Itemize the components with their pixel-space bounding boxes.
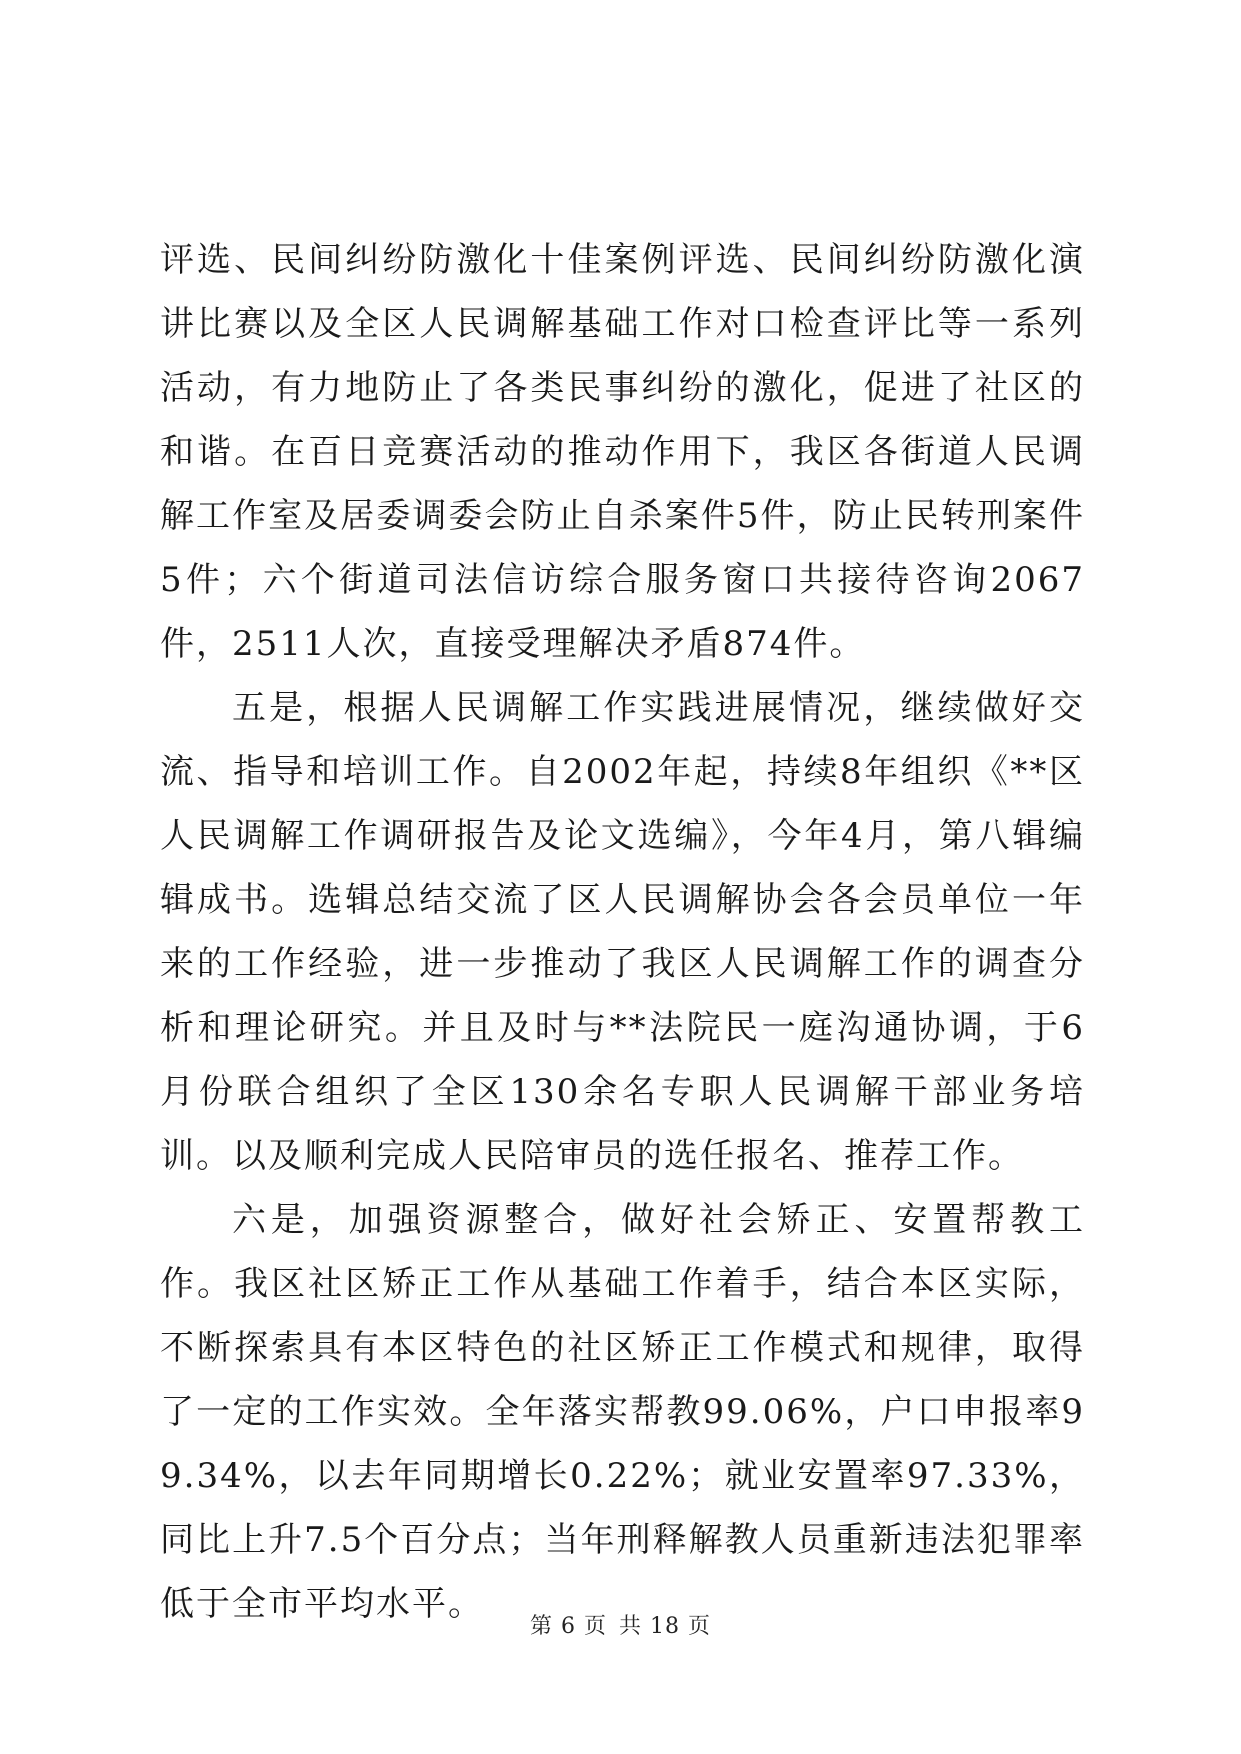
paragraph-item-five: 五是，根据人民调解工作实践进展情况，继续做好交流、指导和培训工作。自2002年起，持续8年组织《**区人民调解工作调研报告及论文选编》，今年4月，第八辑编辑成书。选辑总结交流了区人民调解协会各会员单位一年来的工作经验，进一步推动了我区人民调解工作的调查分析和理论研究。并且及时与**法院民一庭沟通协调，于6月份联合组织了全区130余名专职人民调解干部业务培训。以及顺利完成人民陪审员的选任报名、推荐工作。 <box>160 688 1085 1176</box>
paragraph-continuation: 评选、民间纠纷防激化十佳案例评选、民间纠纷防激化演讲比赛以及全区人民调解基础工作对口检查评比等一系列活动，有力地防止了各类民事纠纷的激化，促进了社区的和谐。在百日竞赛活动的推动作用下，我区各街道人民调解工作室及居委调委会防止自杀案件5件，防止民转刑案件5件；六个街道司法信访综合服务窗口共接待咨询2067件，2511人次，直接受理解决矛盾874件。 <box>160 240 1085 664</box>
page-total: 共 18 页 <box>619 1614 711 1639</box>
document-body <box>160 228 1085 1636</box>
page-footer <box>0 1612 1241 1642</box>
page-number: 第 6 页 <box>530 1614 607 1639</box>
paragraph-item-six: 六是，加强资源整合，做好社会矫正、安置帮教工作。我区社区矫正工作从基础工作着手，结合本区实际，不断探索具有本区特色的社区矫正工作模式和规律，取得了一定的工作实效。全年落实帮教99.06%，户口申报率99.34%，以去年同期增长0.22%；就业安置率97.33%，同比上升7.5个百分点；当年刑释解教人员重新违法犯罪率低于全市平均水平。 <box>160 1200 1085 1624</box>
